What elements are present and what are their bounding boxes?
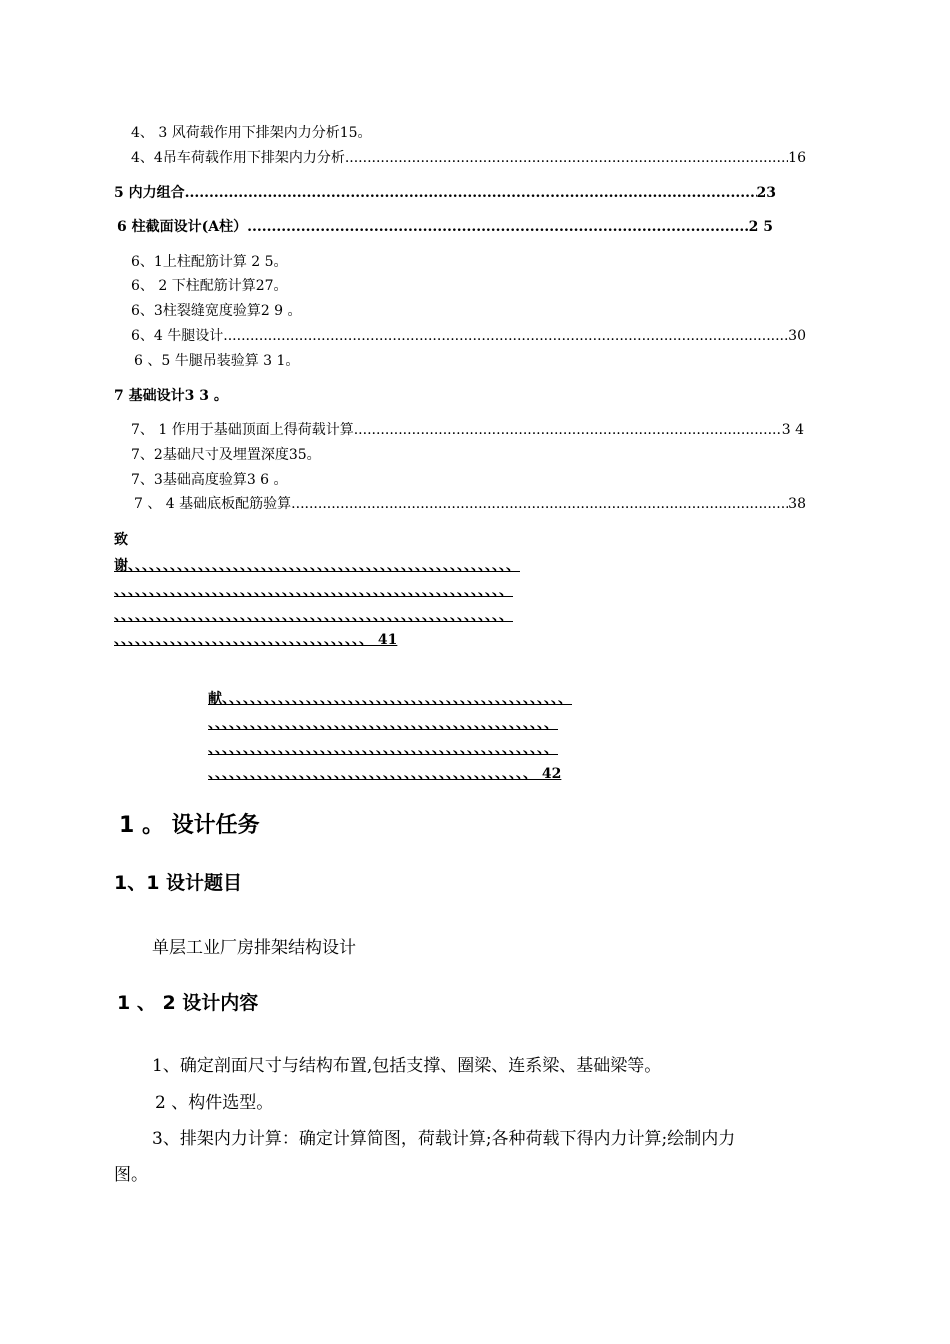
toc-ack-line[interactable]: 、、、、、、、、、、、、、、、、、、、、、、、、、、、、、、、、、、、、、、、、、、、、、、、、、、、、、、、、: [114, 608, 513, 624]
toc-label: 5 内力组合: [114, 185, 185, 201]
toc-label: 7、 1 作用于基础顶面上得荷载计算: [131, 422, 354, 438]
toc-leader: [354, 421, 782, 439]
section-heading-1-2: 1 、 2 设计内容: [117, 992, 259, 1014]
toc-page: 23: [756, 185, 776, 201]
toc-entry-4-4[interactable]: [131, 149, 806, 167]
toc-page: 16: [788, 150, 806, 166]
toc-ref-line[interactable]: 、、、、、、、、、、、、、、、、、、、、、、、、、、、、、、、、、、、、、、、、、、、、、、、、、: [208, 716, 558, 732]
section-heading-1: 1 。 设计任务: [119, 813, 260, 838]
toc-entry-7[interactable]: 7 基础设计3 3 。: [114, 388, 228, 404]
toc-entry-6-5[interactable]: 6 、5 牛腿吊装验算 3 1。: [134, 353, 300, 369]
toc-entry-4-3[interactable]: 4、 3 风荷载作用下排架内力分析15。: [131, 125, 372, 141]
toc-ref-line[interactable]: 、、、、、、、、、、、、、、、、、、、、、、、、、、、、、、、、、、、、、、、、、、、、、、 42: [208, 766, 562, 782]
toc-ref-line[interactable]: 献、、、、、、、、、、、、、、、、、、、、、、、、、、、、、、、、、、、、、、、、、、、、、、、、、: [208, 691, 572, 707]
toc-ref-line[interactable]: 、、、、、、、、、、、、、、、、、、、、、、、、、、、、、、、、、、、、、、、、、、、、、、、、、: [208, 741, 558, 757]
toc-entry-6-2[interactable]: 6、 2 下柱配筋计算27。: [131, 278, 288, 294]
toc-ack-line[interactable]: 、、、、、、、、、、、、、、、、、、、、、、、、、、、、、、、、、、、、、、、、、、、、、、、、、、、、、、、、: [114, 583, 513, 599]
toc-label: 7 、 4 基础底板配筋验算: [134, 496, 292, 512]
toc-entry-6-4[interactable]: [131, 327, 806, 345]
content-item-1: 1、确定剖面尺寸与结构布置,包括支撑、圈梁、连系梁、基础梁等。: [152, 1056, 662, 1076]
section-heading-1-1: 1、1 设计题目: [114, 872, 243, 894]
content-item-3-cont: 图。: [114, 1165, 148, 1185]
toc-leader: [223, 327, 788, 345]
toc-leader: [291, 495, 788, 513]
toc-page: 30: [788, 328, 806, 344]
content-item-2: 2 、构件选型。: [155, 1093, 274, 1113]
toc-ack-line[interactable]: 谢、、、、、、、、、、、、、、、、、、、、、、、、、、、、、、、、、、、、、、、、、、、、、、、、、、、、、、、: [114, 558, 520, 574]
toc-entry-7-4[interactable]: [134, 495, 806, 513]
toc-label: 4、4吊车荷载作用下排架内力分析: [131, 150, 345, 166]
toc-entry-7-2[interactable]: 7、2基础尺寸及埋置深度35。: [131, 447, 321, 463]
toc-entry-6-1[interactable]: 6、1上柱配筋计算 2 5。: [131, 254, 288, 270]
toc-leader: [345, 149, 788, 167]
toc-page: 3 4: [781, 422, 804, 438]
toc-entry-5[interactable]: [114, 184, 776, 202]
toc-leader: [185, 184, 757, 202]
toc-leader: [247, 218, 749, 236]
toc-entry-6[interactable]: [117, 218, 773, 236]
content-item-3: 3、排架内力计算：确定计算简图，荷载计算;各种荷载下得内力计算;绘制内力: [152, 1129, 736, 1149]
toc-ack-line[interactable]: 、、、、、、、、、、、、、、、、、、、、、、、、、、、、、、、、、、、、 41: [114, 632, 398, 648]
toc-entry-7-3[interactable]: 7、3基础高度验算3 6 。: [131, 472, 288, 488]
toc-page: 38: [788, 496, 806, 512]
toc-entry-7-1[interactable]: [131, 421, 804, 439]
toc-label: 6、4 牛腿设计: [131, 328, 224, 344]
toc-label: 6 柱截面设计(A柱）: [117, 219, 248, 235]
toc-ack-title: 致: [114, 532, 128, 548]
toc-page: 2 5: [748, 219, 773, 235]
design-title-text: 单层工业厂房排架结构设计: [152, 938, 356, 958]
toc-entry-6-3[interactable]: 6、3柱裂缝宽度验算2 9 。: [131, 303, 302, 319]
